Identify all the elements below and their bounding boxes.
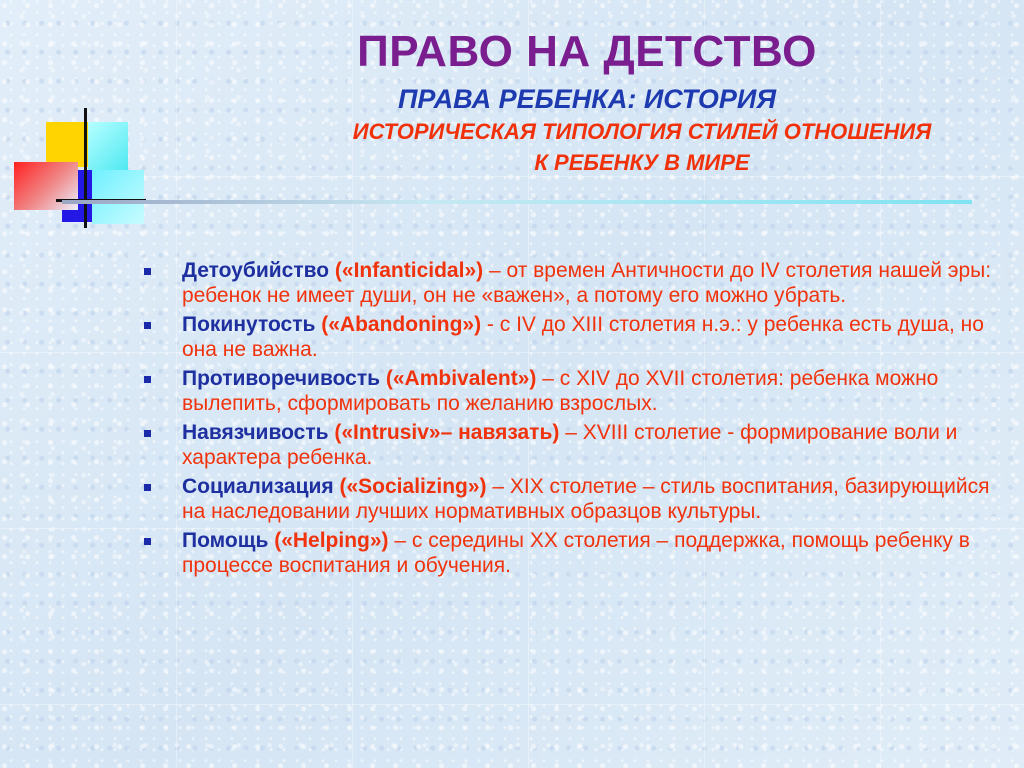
cyan-square-small (92, 170, 144, 224)
list-item (140, 312, 1000, 362)
title-block (150, 24, 1024, 178)
bullet-square-icon (144, 376, 151, 383)
bullet-list (140, 258, 1000, 582)
list-item (140, 420, 1000, 470)
item-description: – от времен Античности до IV столетия нашей эры: ребенок не имеет души, он не «важен», а потому его можно убрать. (182, 259, 992, 307)
list-item (140, 474, 1000, 524)
item-description: – с XIV до XVII столетия: ребенка можно вылепить, сформировать по желанию взрослых. (182, 367, 939, 415)
list-item (140, 258, 1000, 308)
bullet-square-icon (144, 322, 151, 329)
item-term: Навязчивость (182, 421, 329, 444)
item-description: – XIX столетие – стиль воспитания, базирующийся на наследовании лучших нормативных образцов культуры. (182, 475, 990, 523)
bullet-square-icon (144, 268, 151, 275)
item-description: – с середины XX столетия – поддержка, помощь ребенку в процессе воспитания и обучения. (182, 529, 970, 577)
item-description: – XVIII столетие - формирование воли и характера ребенка. (182, 421, 958, 469)
item-english-term: («Abandoning») (321, 313, 482, 336)
item-english-term: («Socializing») (339, 475, 487, 498)
item-term: Покинутость (182, 313, 316, 336)
bullet-square-icon (144, 484, 151, 491)
list-item (140, 366, 1000, 416)
cyan-square (88, 122, 128, 172)
item-english-term: («Ambivalent») (385, 367, 537, 390)
item-term: Детоубийство (182, 259, 330, 282)
page-subtitle: ПРАВА РЕБЕНКА: ИСТОРИЯ (397, 84, 777, 114)
vertical-black-line (84, 108, 87, 228)
item-term: Противоречивость (182, 367, 381, 390)
bullet-square-icon (144, 538, 151, 545)
title-divider (62, 200, 972, 204)
section-heading-line-2: К РЕБЕНКУ В МИРЕ (534, 150, 750, 175)
item-term: Помощь (182, 529, 269, 552)
item-description: - с IV до XIII столетия н.э.: у ребенка есть душа, но она не важна. (182, 313, 984, 361)
list-item (140, 528, 1000, 578)
item-english-term: («Intrusiv»– навязать) (334, 421, 560, 444)
item-term: Социализация (182, 475, 334, 498)
page-title: ПРАВО НА ДЕТСТВО (357, 27, 817, 76)
item-english-term: («Helping») (274, 529, 389, 552)
item-english-term: («Infanticidal») (334, 259, 484, 282)
section-heading-line-1: ИСТОРИЧЕСКАЯ ТИПОЛОГИЯ СТИЛЕЙ ОТНОШЕНИЯ (352, 119, 932, 144)
yellow-square (46, 122, 88, 167)
background-grid-line (0, 704, 1024, 705)
bullet-square-icon (144, 430, 151, 437)
